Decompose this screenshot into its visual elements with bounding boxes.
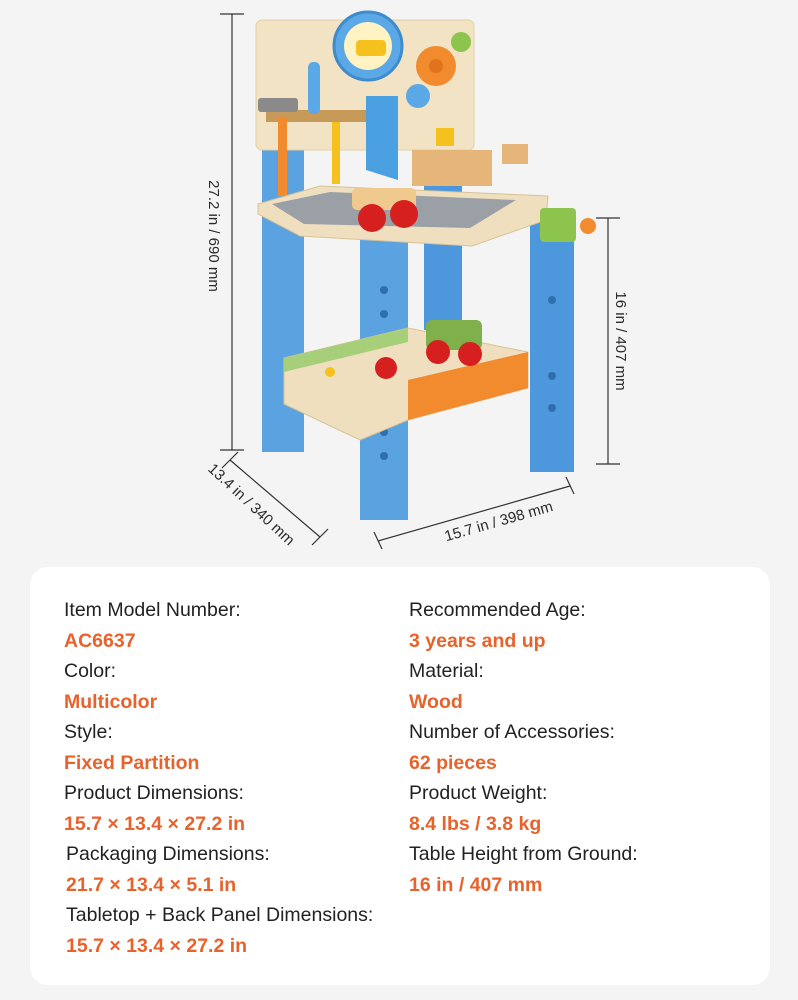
spec-value: 15.7 × 13.4 × 27.2 in (64, 812, 246, 835)
spec-value: Multicolor (64, 690, 158, 713)
spec-item (409, 717, 749, 778)
spec-item (64, 595, 404, 656)
spec-label: Tabletop + Back Panel Dimensions: (66, 904, 374, 926)
spec-value: 21.7 × 13.4 × 5.1 in (66, 873, 237, 896)
spec-item (64, 839, 404, 900)
spec-label: Style: (64, 721, 113, 743)
spec-label: Material: (409, 660, 484, 682)
spec-item (64, 778, 404, 839)
spec-item (409, 839, 749, 900)
spec-label: Color: (64, 660, 117, 682)
spec-item (64, 717, 404, 778)
height-dimension-label: 27.2 in / 690 mm (205, 180, 222, 292)
spec-value: Wood (409, 690, 463, 713)
spec-label: Table Height from Ground: (409, 843, 638, 865)
spec-value: 3 years and up (409, 629, 546, 652)
table-height-dimension-label: 16 in / 407 mm (612, 291, 629, 391)
spec-value: 62 pieces (409, 751, 497, 774)
specs-left-column (64, 595, 404, 961)
spec-label: Product Weight: (409, 782, 548, 804)
spec-value: 15.7 × 13.4 × 27.2 in (66, 934, 248, 957)
spec-item (409, 595, 749, 656)
spec-value: 8.4 lbs / 3.8 kg (409, 812, 542, 835)
spec-label: Packaging Dimensions: (66, 843, 270, 865)
spec-label: Product Dimensions: (64, 782, 244, 804)
specs-right-column (409, 595, 749, 900)
spec-value: 16 in / 407 mm (409, 873, 543, 896)
specifications-card (30, 567, 770, 985)
spec-label: Number of Accessories: (409, 721, 615, 743)
spec-value: AC6637 (64, 629, 136, 652)
spec-item (64, 656, 404, 717)
spec-item (409, 656, 749, 717)
spec-label: Item Model Number: (64, 599, 241, 621)
width-dimension-label: 15.7 in / 398 mm (442, 498, 555, 546)
spec-label: Recommended Age: (409, 599, 586, 621)
spec-value: Fixed Partition (64, 751, 200, 774)
spec-item (64, 900, 404, 961)
spec-item (409, 778, 749, 839)
depth-dimension-label: 13.4 in / 340 mm (204, 460, 298, 550)
